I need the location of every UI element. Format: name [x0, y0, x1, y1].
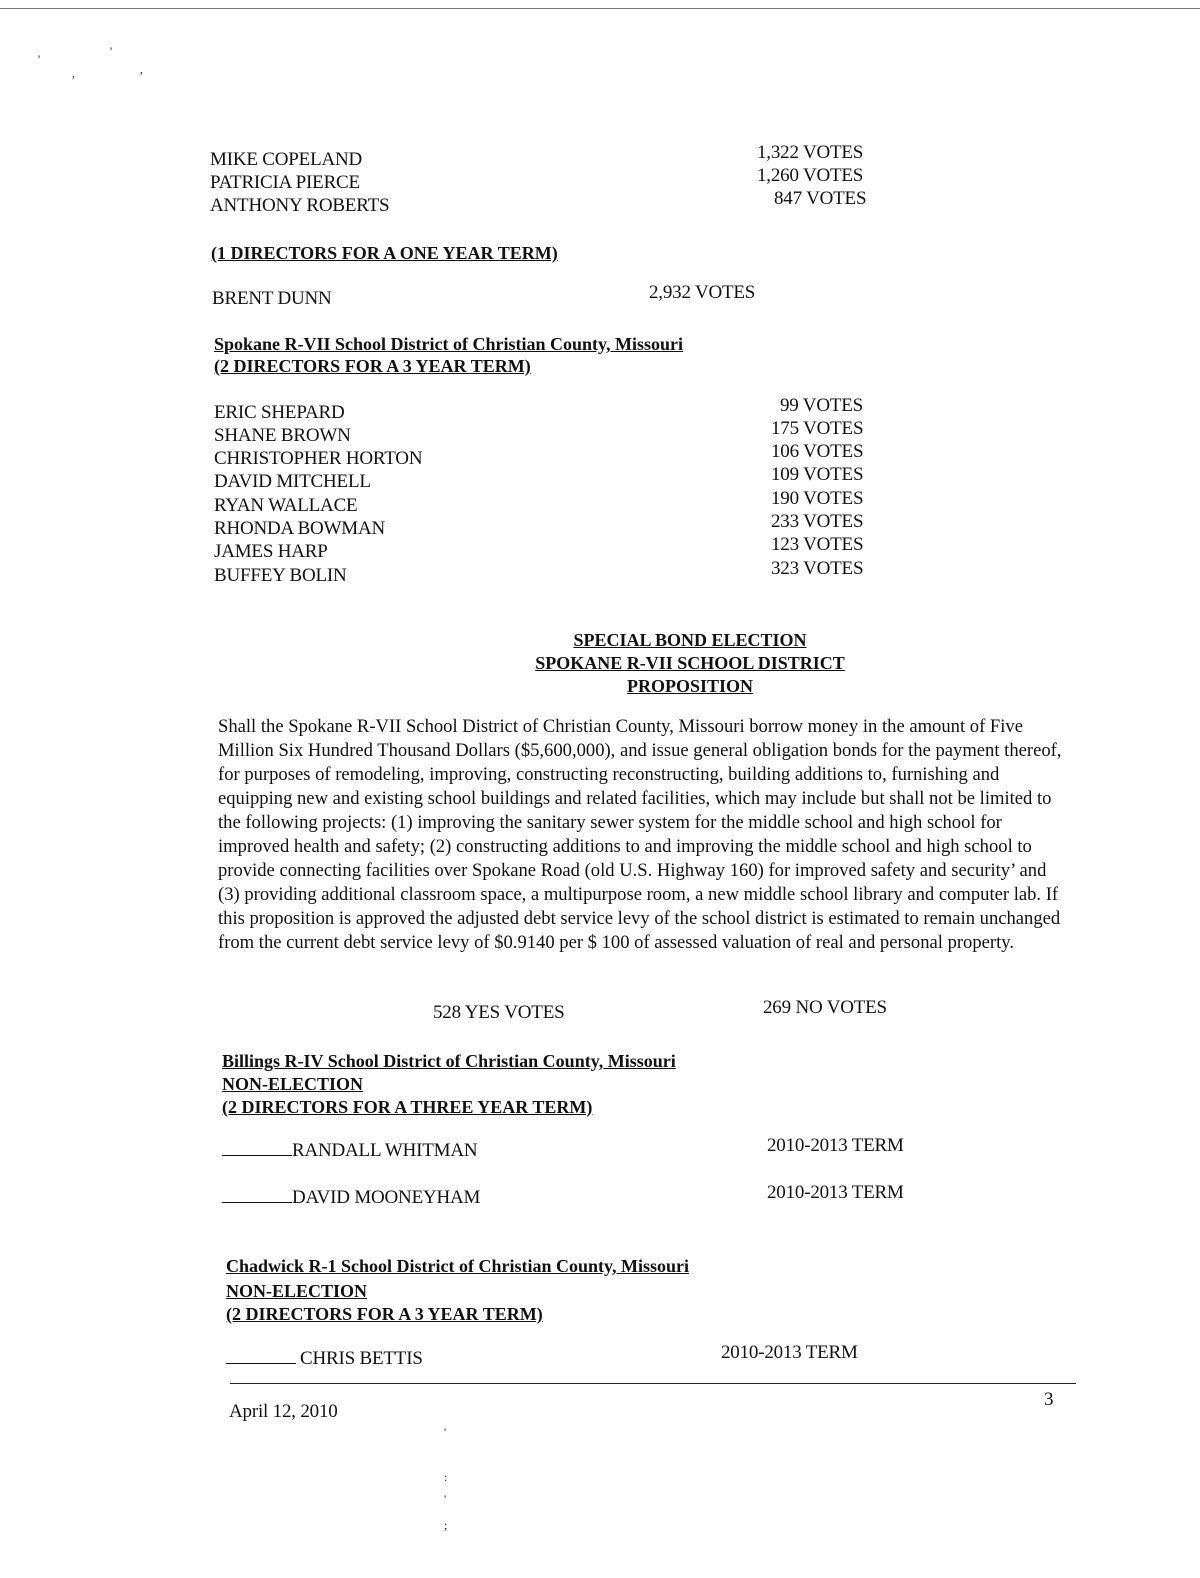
scan-speck: ;	[444, 1518, 448, 1532]
bond-heading-2: SPOKANE R-VII SCHOOL DISTRICT	[535, 653, 845, 673]
bond-heading-3: PROPOSITION	[626, 676, 754, 696]
candidate-name: ERIC SHEPARD	[214, 402, 345, 423]
page-top-rule	[0, 8, 1200, 9]
candidate-votes: 99 VOTES	[780, 395, 864, 416]
candidate-name: CHRIS BETTIS	[300, 1348, 423, 1369]
scan-speck: ,	[140, 62, 143, 76]
term-heading: (2 DIRECTORS FOR A 3 YEAR TERM)	[214, 356, 531, 376]
district-heading: Chadwick R-1 School District of Christian County, Missouri	[226, 1256, 690, 1276]
candidate-name: BRENT DUNN	[212, 288, 332, 309]
page-number: 3	[1044, 1389, 1054, 1410]
yes-votes: 528 YES VOTES	[433, 1002, 565, 1023]
candidate-votes: 233 VOTES	[771, 511, 864, 532]
scan-speck: '	[444, 1425, 447, 1439]
candidate-votes: 1,322 VOTES	[757, 142, 864, 163]
status-heading: NON-ELECTION	[222, 1074, 364, 1094]
candidate-term: 2010-2013 TERM	[767, 1135, 904, 1156]
district-heading: Spokane R-VII School District of Christian County, Missouri	[214, 334, 684, 354]
candidate-name: RANDALL WHITMAN	[292, 1140, 478, 1161]
candidate-line	[226, 1347, 423, 1370]
scan-speck: :	[444, 1470, 448, 1484]
signature-blank	[226, 1349, 296, 1364]
candidate-name: SHANE BROWN	[214, 425, 351, 446]
footer-rule	[230, 1383, 1076, 1384]
bond-heading-1: SPECIAL BOND ELECTION	[573, 630, 807, 650]
term-heading: (2 DIRECTORS FOR A 3 YEAR TERM)	[226, 1304, 543, 1324]
candidate-term: 2010-2013 TERM	[767, 1182, 904, 1203]
candidate-votes: 847 VOTES	[774, 188, 867, 209]
candidate-name: RHONDA BOWMAN	[214, 518, 386, 539]
candidate-votes: 123 VOTES	[771, 534, 864, 555]
no-votes: 269 NO VOTES	[763, 997, 887, 1018]
section-heading: (1 DIRECTORS FOR A ONE YEAR TERM)	[211, 243, 558, 263]
candidate-term: 2010-2013 TERM	[721, 1342, 858, 1363]
candidate-votes: 2,932 VOTES	[649, 282, 756, 303]
candidate-name: RYAN WALLACE	[214, 495, 358, 516]
district-heading: Billings R-IV School District of Christian County, Missouri	[222, 1051, 676, 1071]
candidate-name: ANTHONY ROBERTS	[210, 195, 390, 216]
candidate-name: PATRICIA PIERCE	[210, 172, 360, 193]
candidate-line	[222, 1186, 480, 1209]
candidate-name: BUFFEY BOLIN	[214, 565, 347, 586]
candidate-name: JAMES HARP	[214, 541, 328, 562]
candidate-votes: 109 VOTES	[771, 464, 864, 485]
candidate-line	[222, 1139, 477, 1162]
scan-speck: '	[110, 44, 113, 58]
candidate-name: DAVID MITCHELL	[214, 471, 371, 492]
candidate-votes: 106 VOTES	[771, 441, 864, 462]
bond-proposition-text: Shall the Spokane R-VII School District of Christian County, Missouri borrow money in the amount of Five Million Six Hundred Thousand Dollars ($5,600,000), and issue general obligation bonds for the payment thereof, for purposes of remodeling, improving, constructing reconstructing, building additions to, furnishing and equipping new and existing school buildings and related facilities, which may include but shall not be limited to the following projects: (1) improving the sanitary sewer system for the middle school and high school for improved health and safety; (2) constructing additions to and improving the middle school and high school to provide connecting facilities over Spokane Road (old U.S. Highway 160) for improved safety and security’ and (3) providing additional classroom space, a multipurpose room, a new middle school library and computer lab. If this proposition is approved the adjusted debt service levy of the school district is estimated to remain unchanged from the current debt service levy of $0.9140 per $ 100 of assessed valuation of real and personal property.	[218, 716, 1062, 953]
scan-speck: '	[38, 52, 41, 66]
candidate-votes: 190 VOTES	[771, 488, 864, 509]
term-heading: (2 DIRECTORS FOR A THREE YEAR TERM)	[222, 1097, 593, 1117]
status-heading: NON-ELECTION	[226, 1281, 368, 1301]
scan-speck: ,	[72, 66, 75, 80]
signature-blank	[222, 1141, 292, 1156]
candidate-votes: 1,260 VOTES	[757, 165, 864, 186]
candidate-name: MIKE COPELAND	[210, 149, 363, 170]
candidate-votes: 323 VOTES	[771, 558, 864, 579]
signature-blank	[222, 1188, 292, 1203]
footer-date: April 12, 2010	[229, 1401, 338, 1422]
candidate-name: DAVID MOONEYHAM	[292, 1187, 481, 1208]
candidate-votes: 175 VOTES	[771, 418, 864, 439]
scan-speck: '	[444, 1492, 447, 1506]
candidate-name: CHRISTOPHER HORTON	[214, 448, 423, 469]
